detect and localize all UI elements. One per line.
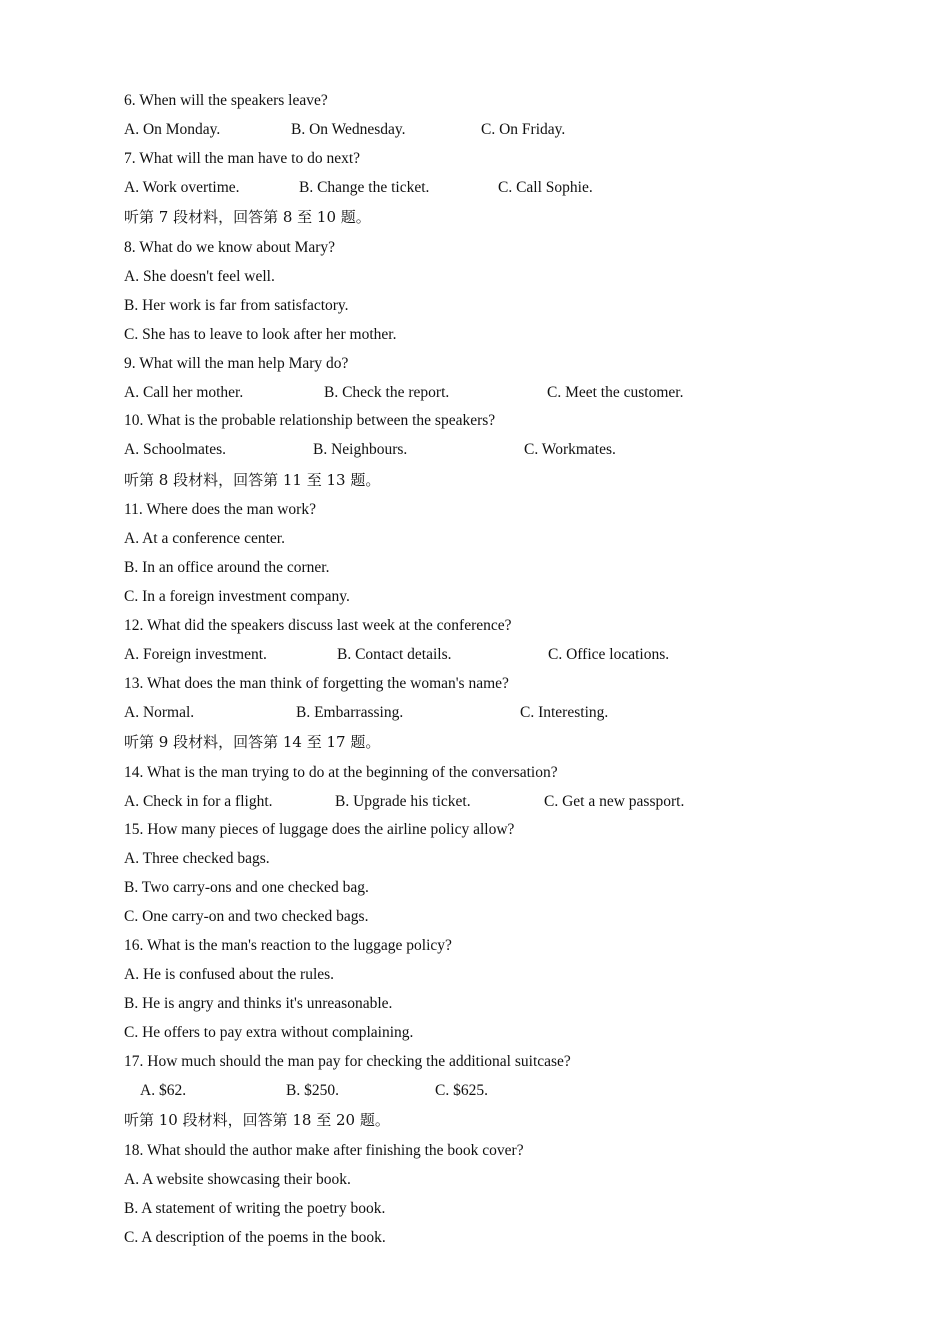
option-18c: C. A description of the poems in the book. xyxy=(124,1229,386,1246)
option-14b: B. Upgrade his ticket. xyxy=(335,793,471,810)
option-9b: B. Check the report. xyxy=(324,384,450,401)
question-9: 9. What will the man help Mary do? xyxy=(124,355,349,372)
section-header-7: 听第 7 段材料，回答第 8 至 10 题。 xyxy=(124,208,371,226)
question-10: 10. What is the probable relationship between the speakers? xyxy=(124,412,496,429)
option-6a: A. On Monday. xyxy=(124,121,221,138)
option-8b: B. Her work is far from satisfactory. xyxy=(124,297,349,314)
option-17c: C. $625. xyxy=(435,1082,488,1099)
option-15b: B. Two carry-ons and one checked bag. xyxy=(124,879,369,896)
option-7a: A. Work overtime. xyxy=(124,179,240,196)
section-header-9: 听第 9 段材料，回答第 14 至 17 题。 xyxy=(124,733,381,751)
option-17b: B. $250. xyxy=(286,1082,339,1099)
question-17: 17. How much should the man pay for checking the additional suitcase? xyxy=(124,1053,571,1070)
option-6c: C. On Friday. xyxy=(481,121,566,138)
option-18b: B. A statement of writing the poetry book. xyxy=(124,1200,386,1217)
option-18a: A. A website showcasing their book. xyxy=(124,1171,351,1188)
option-11a: A. At a conference center. xyxy=(124,530,285,547)
option-7b: B. Change the ticket. xyxy=(299,179,430,196)
option-14c: C. Get a new passport. xyxy=(544,793,685,810)
option-12b: B. Contact details. xyxy=(337,646,452,663)
option-9a: A. Call her mother. xyxy=(124,384,244,401)
question-18: 18. What should the author make after finishing the book cover? xyxy=(124,1142,524,1159)
option-15c: C. One carry-on and two checked bags. xyxy=(124,908,369,925)
question-14: 14. What is the man trying to do at the beginning of the conversation? xyxy=(124,764,558,781)
option-7c: C. Call Sophie. xyxy=(498,179,593,196)
question-13: 13. What does the man think of forgetting the woman's name? xyxy=(124,675,509,692)
option-13c: C. Interesting. xyxy=(520,704,609,721)
option-14a: A. Check in for a flight. xyxy=(124,793,273,810)
option-10a: A. Schoolmates. xyxy=(124,441,227,458)
option-10c: C. Workmates. xyxy=(524,441,616,458)
question-7: 7. What will the man have to do next? xyxy=(124,150,361,167)
option-17a: A. $62. xyxy=(140,1082,187,1099)
option-11b: B. In an office around the corner. xyxy=(124,559,330,576)
option-10b: B. Neighbours. xyxy=(313,441,408,458)
option-6b: B. On Wednesday. xyxy=(291,121,406,138)
question-15: 15. How many pieces of luggage does the airline policy allow? xyxy=(124,821,515,838)
option-13b: B. Embarrassing. xyxy=(296,704,404,721)
section-header-10: 听第 10 段材料，回答第 18 至 20 题。 xyxy=(124,1111,390,1129)
option-12a: A. Foreign investment. xyxy=(124,646,267,663)
question-8: 8. What do we know about Mary? xyxy=(124,239,336,256)
option-8a: A. She doesn't feel well. xyxy=(124,268,275,285)
option-13a: A. Normal. xyxy=(124,704,195,721)
question-11: 11. Where does the man work? xyxy=(124,501,316,518)
option-16b: B. He is angry and thinks it's unreasonable. xyxy=(124,995,393,1012)
option-16a: A. He is confused about the rules. xyxy=(124,966,335,983)
section-header-8: 听第 8 段材料，回答第 11 至 13 题。 xyxy=(124,471,381,489)
question-16: 16. What is the man's reaction to the luggage policy? xyxy=(124,937,452,954)
option-9c: C. Meet the customer. xyxy=(547,384,684,401)
question-12: 12. What did the speakers discuss last week at the conference? xyxy=(124,617,512,634)
question-6: 6. When will the speakers leave? xyxy=(124,92,328,109)
option-15a: A. Three checked bags. xyxy=(124,850,270,867)
option-8c: C. She has to leave to look after her mother. xyxy=(124,326,397,343)
option-11c: C. In a foreign investment company. xyxy=(124,588,350,605)
option-16c: C. He offers to pay extra without complaining. xyxy=(124,1024,414,1041)
option-12c: C. Office locations. xyxy=(548,646,670,663)
